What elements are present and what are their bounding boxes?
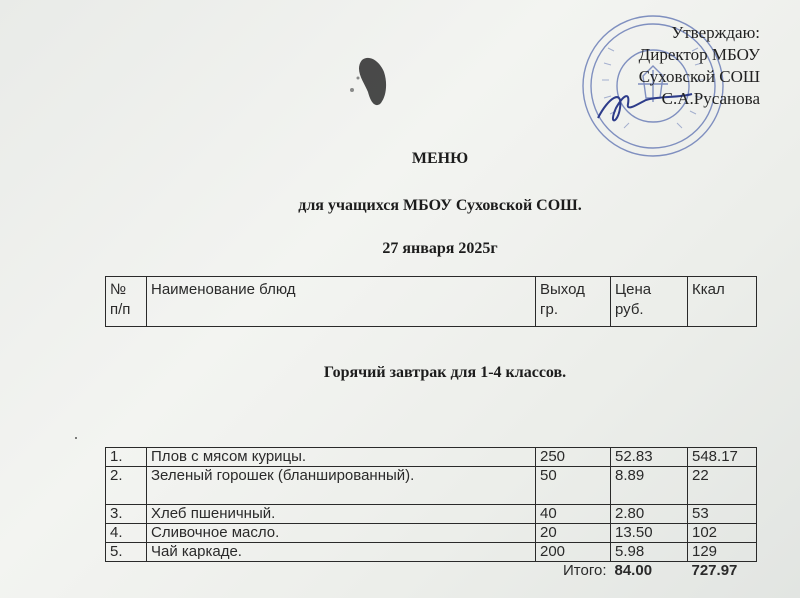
item-num: 5. (106, 543, 147, 562)
item-yield: 200 (536, 543, 611, 562)
item-yield: 20 (536, 524, 611, 543)
approval-line-1: Утверждаю: (671, 23, 760, 42)
approval-block (600, 22, 760, 110)
document-title: МЕНЮ (411, 150, 469, 167)
item-kcal: 102 (688, 524, 757, 543)
item-price: 13.50 (611, 524, 688, 543)
item-yield: 250 (536, 448, 611, 467)
header-yield: Выход гр. (536, 277, 611, 327)
total-label: Итого: (563, 562, 607, 579)
item-num: 4. (106, 524, 147, 543)
item-price: 52.83 (611, 448, 688, 467)
table-row (106, 524, 757, 543)
item-kcal: 53 (688, 505, 757, 524)
item-price: 5.98 (611, 543, 688, 562)
item-name: Зеленый горошек (бланшированный). (147, 467, 536, 505)
table-row (106, 505, 757, 524)
table-row (106, 448, 757, 467)
document-subtitle: для учащихся МБОУ Суховской СОШ. (298, 197, 582, 214)
item-kcal: 548.17 (688, 448, 757, 467)
approval-line-3: Суховской СОШ (638, 67, 760, 86)
item-num: 3. (106, 505, 147, 524)
approval-line-4: С.А.Русанова (661, 89, 760, 108)
section-title: Горячий завтрак для 1-4 классов. (323, 364, 567, 381)
item-name: Сливочное масло. (147, 524, 536, 543)
table-row (106, 543, 757, 562)
approval-line-2: Директор МБОУ (638, 45, 760, 64)
total-kcal: 727.97 (691, 562, 738, 579)
item-price: 2.80 (611, 505, 688, 524)
total-row (106, 562, 757, 581)
header-name: Наименование блюд (147, 277, 536, 327)
item-num: 2. (106, 467, 147, 505)
item-name: Хлеб пшеничный. (147, 505, 536, 524)
item-name: Плов с мясом курицы. (147, 448, 536, 467)
item-yield: 40 (536, 505, 611, 524)
paper-speck (75, 437, 77, 439)
item-kcal: 129 (688, 543, 757, 562)
item-kcal: 22 (688, 467, 757, 505)
header-row (106, 277, 757, 327)
item-name: Чай каркаде. (147, 543, 536, 562)
item-num: 1. (106, 448, 147, 467)
header-num: № п/п (106, 277, 147, 327)
header-kcal: Ккал (688, 277, 757, 327)
menu-header-table (105, 276, 757, 327)
item-price: 8.89 (611, 467, 688, 505)
table-row (106, 467, 757, 505)
menu-items-table (105, 447, 757, 580)
total-price: 84.00 (614, 562, 653, 579)
item-yield: 50 (536, 467, 611, 505)
document-date: 27 января 2025г (382, 240, 498, 257)
header-price: Цена руб. (611, 277, 688, 327)
ink-smudge (340, 50, 400, 120)
